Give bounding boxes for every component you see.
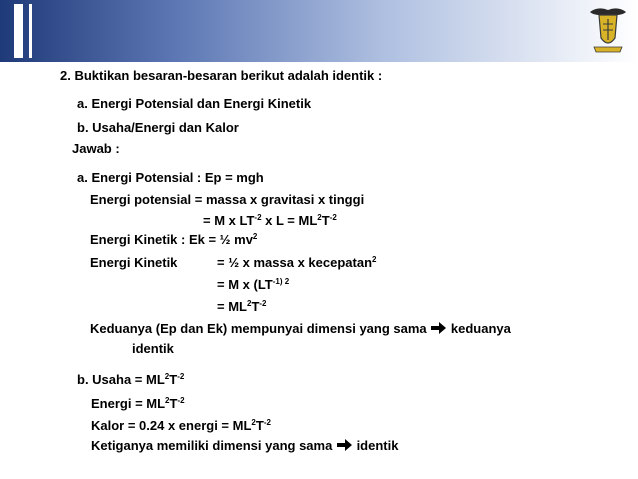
ek-dimension-2: = $ML^2T^{-2}$ [217,299,267,314]
ek-dimension-1: = M x ($LT^{-1) 2}$ [217,277,290,292]
ek-expression: = ½ x massa x kecepatan$^2$ [217,255,377,270]
ek-formula: Energi Kinetik : Ek = ½ $mv^2$ [90,232,258,247]
section-b-usaha: b. Usaha = $ML^2T^{-2}$ [77,372,185,387]
section-a-heading: a. Energi Potensial : Ep = mgh [77,170,264,185]
answer-label: Jawab : [72,141,120,156]
arrow-right-icon [431,322,446,334]
section-b-energi: Energi = $ML^2T^{-2}$ [91,396,185,411]
section-b-kalor: Kalor = 0.24 x energi = $ML^2T^{-2}$ [91,418,271,433]
ek-label: Energi Kinetik [90,255,178,270]
ep-dimension: = M x $LT^{-2}$ x $L = ML^2T^{-2}$ [203,213,337,228]
question-item-a: a. Energi Potensial dan Energi Kinetik [77,96,312,111]
question-item-b: b. Usaha/Energi dan Kalor [77,120,239,135]
conclusion-a-continued: identik [132,341,174,356]
arrow-right-icon [337,439,352,451]
conclusion-a: Keduanya (Ep dan Ek) mempunyai dimensi yang sama keduanya [90,321,511,336]
question-title: 2. Buktikan besaran-besaran berikut adalah identik : [60,68,383,83]
ep-definition: Energi potensial = massa x gravitasi x tinggi [90,192,365,207]
conclusion-b: Ketiganya memiliki dimensi yang sama identik [91,438,399,453]
